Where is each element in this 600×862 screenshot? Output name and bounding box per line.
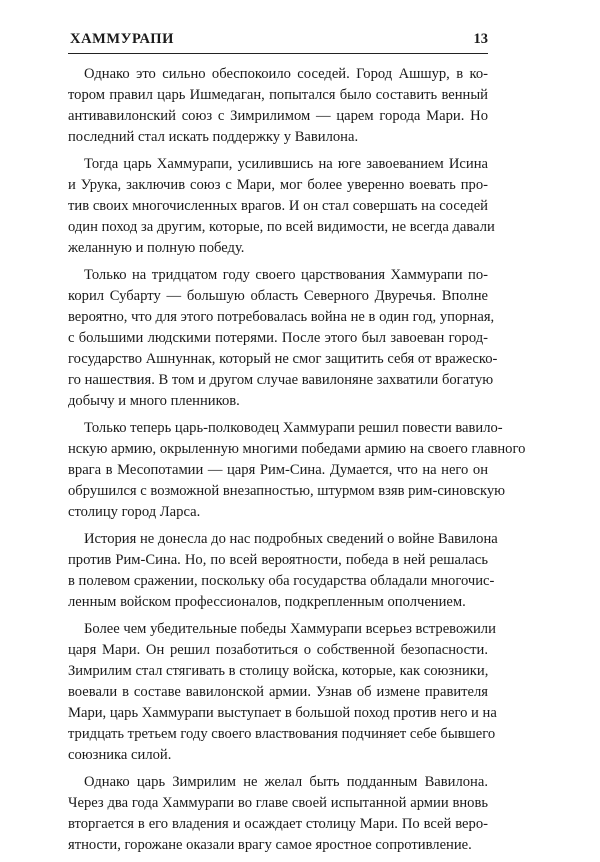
text-line: Через два года Хаммурапи во главе своей испытанной армии вновь [68, 795, 488, 811]
text-line: последний стал искать поддержку у Вавилона. [68, 129, 359, 145]
paragraph [68, 619, 497, 766]
text-line: обрушился с возможной внезапностью, штурмом взяв рим-синовскую [68, 483, 506, 499]
text-line: Тогда царь Хаммурапи, усилившись на юге завоеванием Исина [84, 156, 488, 172]
paragraph [68, 529, 498, 613]
text-line: антивавилонский союз с Зимрилимом — царем города Мари. Но [68, 108, 488, 124]
text-line: Зимрилим стал стягивать в столицу войска, которые, как союзники, [68, 663, 489, 679]
text-line: и Урука, заключив союз с Мари, мог более уверенно воевать про- [68, 177, 488, 193]
text-line: го нашествия. В том и другом случае вавилоняне захватили богатую [68, 372, 494, 388]
text-line: государство Ашнуннак, который не смог защитить себя от вражеско- [68, 351, 498, 367]
text-line: Только на тридцатом году своего царствования Хаммурапи по- [84, 267, 488, 283]
text-line: тив своих многочисленных врагов. И он стал совершать на соседей [68, 198, 488, 214]
text-line: ятности, горожане оказали врагу самое яростное сопротивление. [68, 837, 472, 853]
text-line: против Рим-Сина. Но, по всей вероятности, победа в ней решалась [68, 552, 488, 568]
text-line: нскую армию, окрыленную многими победами армию на своего главного [68, 441, 526, 457]
text-line: ленным войском профессионалов, подкрепленным ополчением. [68, 594, 466, 610]
running-header [68, 31, 488, 54]
text-line: врага в Месопотамии — царя Рим-Сина. Думается, что на него он [68, 462, 488, 478]
text-line: вероятно, что для этого потребовалась война не в один год, упорная, [68, 309, 495, 325]
paragraph [68, 154, 495, 259]
text-line: тридцать третьем году своего властвования подчиняет себе бывшего [68, 726, 496, 742]
text-line: столицу город Ларса. [68, 504, 201, 520]
text-line: корил Субарту — большую область Северного Двуречья. Вполне [68, 288, 488, 304]
page-number: 13 [473, 31, 488, 47]
text-line: желанную и полную победу. [68, 240, 245, 256]
text-line: с большими людскими потерями. После этого был завоеван город- [68, 330, 488, 346]
text-line: в полевом сражении, поскольку оба государства обладали многочис- [68, 573, 495, 589]
text-line: тором правил царь Ишмедаган, попытался было составить венный [68, 87, 488, 103]
text-line: Более чем убедительные победы Хаммурапи всерьез встревожили [84, 621, 496, 637]
text-line: воевали в составе вавилонской армии. Узнав об измене правителя [68, 684, 488, 700]
text-line: добычу и много пленников. [68, 393, 240, 409]
text-line: один поход за другим, которые, по всей видимости, не всегда давали [68, 219, 495, 235]
text-line: История не донесла до нас подробных сведений о войне Вавилона [84, 531, 498, 547]
paragraph [68, 64, 488, 148]
paragraph [68, 418, 526, 523]
paragraph [68, 265, 498, 412]
text-line: Только теперь царь-полководец Хаммурапи решил повести вавило- [84, 420, 503, 436]
text-line: союзника силой. [68, 747, 172, 763]
text-line: Мари, царь Хаммурапи выступает в большой поход против него и на [68, 705, 497, 721]
text-line: Однако царь Зимрилим не желал быть подданным Вавилона. [84, 774, 488, 790]
running-title: ХАММУРАПИ [70, 31, 175, 47]
body-text [68, 64, 526, 862]
text-line: вторгается в его владения и осаждает столицу Мари. По всей веро- [68, 816, 488, 832]
text-line: Однако это сильно обеспокоило соседей. Город Ашшур, в ко- [84, 66, 488, 82]
text-line: царя Мари. Он решил позаботиться о собственной безопасности. [68, 642, 488, 658]
paragraph [68, 772, 488, 856]
